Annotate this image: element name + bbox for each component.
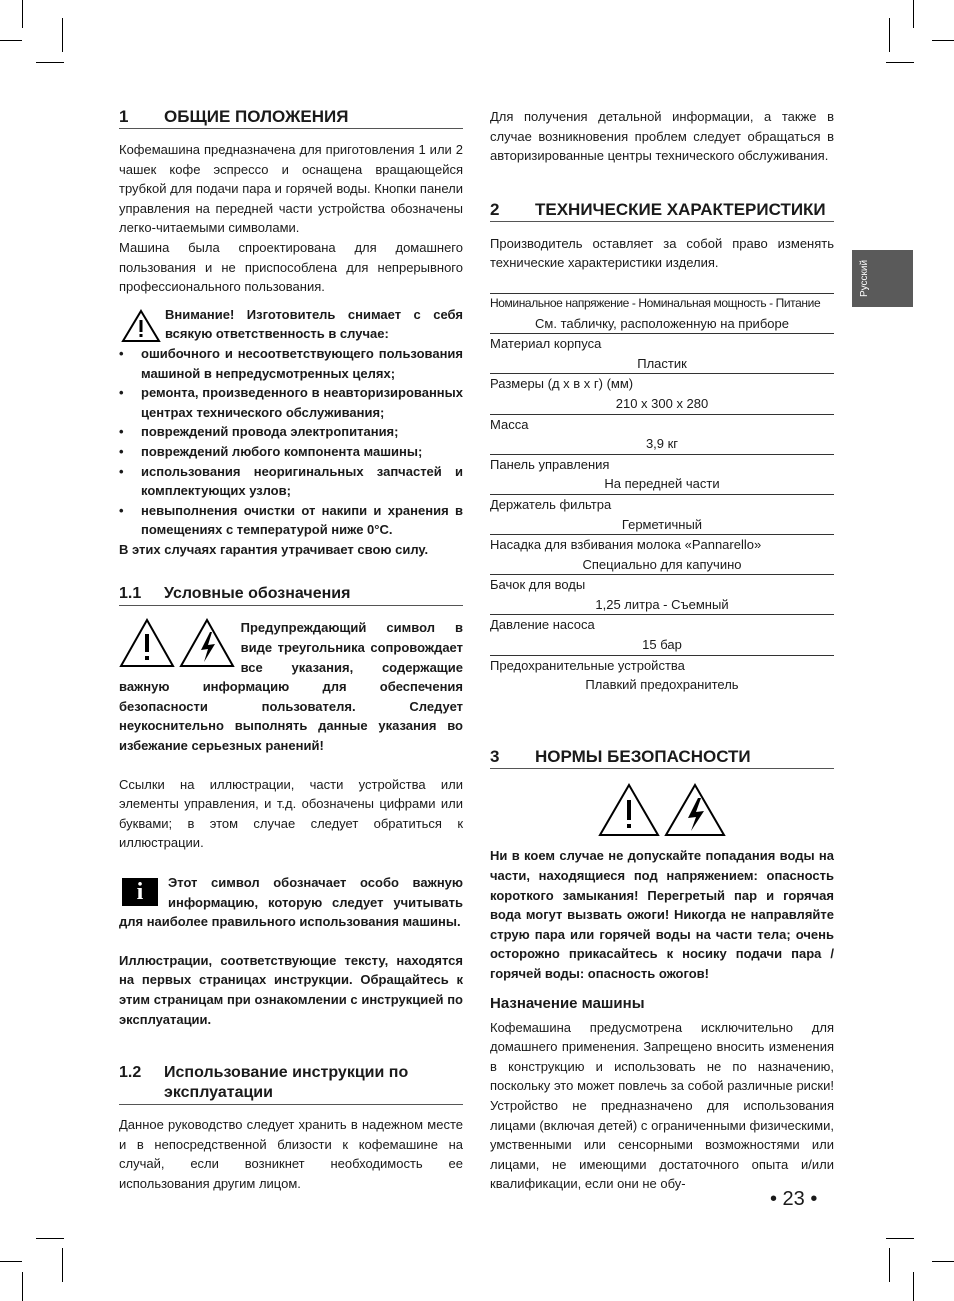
paragraph: Данное руководство следует хранить в надежном месте и в непосредственной близости к кофемашине на случай, если возникнет необходимость ее использования другим лицом. bbox=[119, 1117, 463, 1191]
section-number: 1 bbox=[119, 107, 129, 126]
spec-row bbox=[490, 373, 834, 413]
crop-mark bbox=[913, 1272, 914, 1301]
electric-hazard-icon bbox=[664, 783, 726, 837]
safety-warning: Ни в коем случае не допускайте попадания воды на части, находящиеся под напряжением: опасность короткого замыкания! Перегретый пар и горячая вода могут вызвать ожоги! Никогда не направляйте струю пара или горячей воды на части тела; очень осторожно прикасайтесь к носику подачи пара / горячей воды: опасность ожогов! bbox=[490, 848, 834, 981]
spec-label: Бачок для воды bbox=[490, 577, 586, 593]
list-item: • использования неоригинальных запчастей и комплектующих узлов; bbox=[119, 462, 463, 501]
spec-row bbox=[490, 494, 834, 534]
section-2-heading bbox=[490, 200, 834, 222]
spec-value: Герметичный bbox=[621, 516, 703, 532]
crop-mark bbox=[886, 1238, 914, 1239]
spec-value: На передней части bbox=[604, 476, 720, 492]
section-number: 1.2 bbox=[119, 1064, 142, 1082]
spec-label: Держатель фильтра bbox=[490, 496, 612, 512]
crop-mark bbox=[62, 1248, 63, 1282]
page-number: • 23 • bbox=[770, 1188, 818, 1210]
spec-label: Размеры (д х в х г) (мм) bbox=[490, 376, 634, 392]
spec-label: Предохранительные устройства bbox=[490, 657, 685, 673]
list-item: • повреждений провода электропитания; bbox=[119, 422, 463, 442]
section-1-2-heading bbox=[119, 1063, 463, 1105]
warning-intro: Внимание! Изготовитель снимает с себя всякую ответственность в случае: bbox=[165, 306, 463, 342]
crop-mark bbox=[913, 0, 914, 28]
crop-mark bbox=[0, 1261, 22, 1262]
spec-value: Пластик bbox=[637, 355, 687, 371]
crop-mark bbox=[22, 1272, 23, 1301]
language-tab-label: Русский bbox=[859, 259, 870, 297]
warning-triangle-icon bbox=[121, 309, 161, 343]
spec-row bbox=[490, 293, 834, 333]
list-item: • ошибочного и несоответствующего пользования машиной в непредусмотренных целях; bbox=[119, 344, 463, 383]
list-item: • невыполнения очистки от накипи и хранения в помещениях с температурой ниже 0°C. bbox=[119, 501, 463, 540]
info-block bbox=[119, 873, 463, 932]
section-title: ОБЩИЕ ПОЛОЖЕНИЯ bbox=[164, 107, 349, 126]
crop-mark bbox=[932, 40, 954, 41]
electric-hazard-icon bbox=[179, 618, 235, 668]
spec-value: 15 бар bbox=[642, 637, 682, 653]
crop-mark bbox=[889, 18, 890, 52]
section-1-heading bbox=[119, 107, 463, 129]
list-item: • повреждений любого компонента машины; bbox=[119, 442, 463, 462]
spec-value: См. табличку, расположенную на приборе bbox=[535, 315, 789, 331]
paragraph: Машина была спроектирована для домашнего пользования и не приспособлена для непрерывного профессионального пользования. bbox=[119, 239, 463, 295]
spec-row bbox=[490, 414, 834, 454]
section-title: Условные обозначения bbox=[164, 585, 351, 603]
crop-mark bbox=[36, 1238, 64, 1239]
paragraph: Кофемашина предусмотрена исключительно для домашнего применения. Запрещено вносить изменения в конструкцию и использовать не по назначению, поскольку это может повлечь за собой различные риски! Устройство не предназначено для использования лицами (включая детей) с ограниченными физическими, умственными или сенсорными возможностями или лицами, не имеющими достаточного опыта и/или квалификации, если они не обу- bbox=[490, 1019, 834, 1192]
safety-symbols bbox=[490, 783, 834, 843]
list-item: • ремонта, произведенного в неавторизированных центрах технического обслуживания; bbox=[119, 383, 463, 422]
crop-mark bbox=[0, 40, 22, 41]
section-title: НОРМЫ БЕЗОПАСНОСТИ bbox=[535, 746, 751, 766]
warning-symbol-text: Предупреждающий символ в виде треугольника сопровождает все указания, содержащие важную информацию для обеспечения безопасности пользователя. Следует неукоснительно выполнять данные указания во избежание серьезных ранений! bbox=[119, 620, 463, 754]
spec-table bbox=[490, 293, 834, 695]
symbol-group bbox=[119, 618, 235, 674]
spec-value: Специально для капучино bbox=[582, 556, 742, 572]
section-title: Использование инструкции по эксплуатации bbox=[164, 1064, 409, 1102]
warning-end: В этих случаях гарантия утрачивает свою силу. bbox=[119, 541, 429, 557]
spec-value: 3,9 кг bbox=[645, 436, 679, 452]
spec-value: 1,25 литра - Съемный bbox=[595, 596, 729, 612]
crop-mark bbox=[36, 62, 64, 63]
warning-triangle-icon bbox=[598, 783, 660, 837]
spec-row bbox=[490, 614, 834, 654]
spec-label: Номинальное напряжение - Номинальная мощность - Питание bbox=[490, 295, 821, 310]
illustrations-note: Иллюстрации, соответствующие тексту, находятся на первых страницах инструкции. Обращайтесь к этим страницам при ознакомлении с инструкцией по эксплуатации. bbox=[119, 952, 463, 1027]
left-column bbox=[119, 107, 463, 1194]
spec-row bbox=[490, 454, 834, 494]
spec-row bbox=[490, 574, 834, 614]
crop-mark bbox=[889, 1248, 890, 1282]
info-icon: i bbox=[122, 878, 158, 906]
section-number: 1.1 bbox=[119, 585, 142, 603]
paragraph: Ссылки на иллюстрации, части устройства или элементы управления, и т.д. обозначены цифрами или буквами; в этом случае следует обратиться к иллюстрации. bbox=[119, 776, 463, 851]
crop-mark bbox=[22, 0, 23, 28]
right-column bbox=[490, 107, 834, 1194]
spec-label: Масса bbox=[490, 416, 529, 432]
section-number: 2 bbox=[490, 199, 500, 219]
paragraph: Производитель оставляет за собой право изменять технические характеристики изделия. bbox=[490, 235, 834, 271]
crop-mark bbox=[886, 62, 914, 63]
section-3-heading bbox=[490, 747, 834, 769]
warning-symbols-block bbox=[119, 618, 463, 755]
spec-label: Давление насоса bbox=[490, 617, 595, 633]
spec-label: Материал корпуса bbox=[490, 336, 602, 352]
spec-row bbox=[490, 534, 834, 574]
spec-label: Панель управления bbox=[490, 456, 610, 472]
warning-triangle-icon bbox=[119, 618, 175, 668]
crop-mark bbox=[62, 18, 63, 52]
liability-list bbox=[119, 344, 463, 540]
spec-value: Плавкий предохранитель bbox=[585, 677, 739, 693]
spec-row bbox=[490, 655, 834, 695]
subsection-title: Назначение машины bbox=[490, 994, 645, 1012]
paragraph: Кофемашина предназначена для приготовления 1 или 2 чашек кофе эспрессо и оснащена вращающейся трубкой для подачи пара и горячей воды. Кнопки панели управления на передней части устройства обозначены легко-читаемыми символами. bbox=[119, 142, 463, 236]
warning-block bbox=[119, 305, 463, 560]
section-1-1-heading bbox=[119, 584, 463, 606]
section-title: ТЕХНИЧЕСКИЕ ХАРАКТЕРИСТИКИ bbox=[535, 199, 826, 219]
section-number: 3 bbox=[490, 746, 500, 766]
spec-row bbox=[490, 333, 834, 373]
paragraph: Для получения детальной информации, а также в случае возникновения проблем следует обращаться в авторизированные центры технического обслуживания. bbox=[490, 109, 834, 164]
language-tab bbox=[852, 250, 913, 307]
spec-value: 210 х 300 х 280 bbox=[615, 395, 709, 411]
spec-label: Насадка для взбивания молока «Pannarello» bbox=[490, 537, 762, 553]
crop-mark bbox=[932, 1261, 954, 1262]
info-text: Этот символ обозначает особо важную информацию, которую следует учитывать для наиболее правильного использования машины. bbox=[119, 875, 463, 930]
